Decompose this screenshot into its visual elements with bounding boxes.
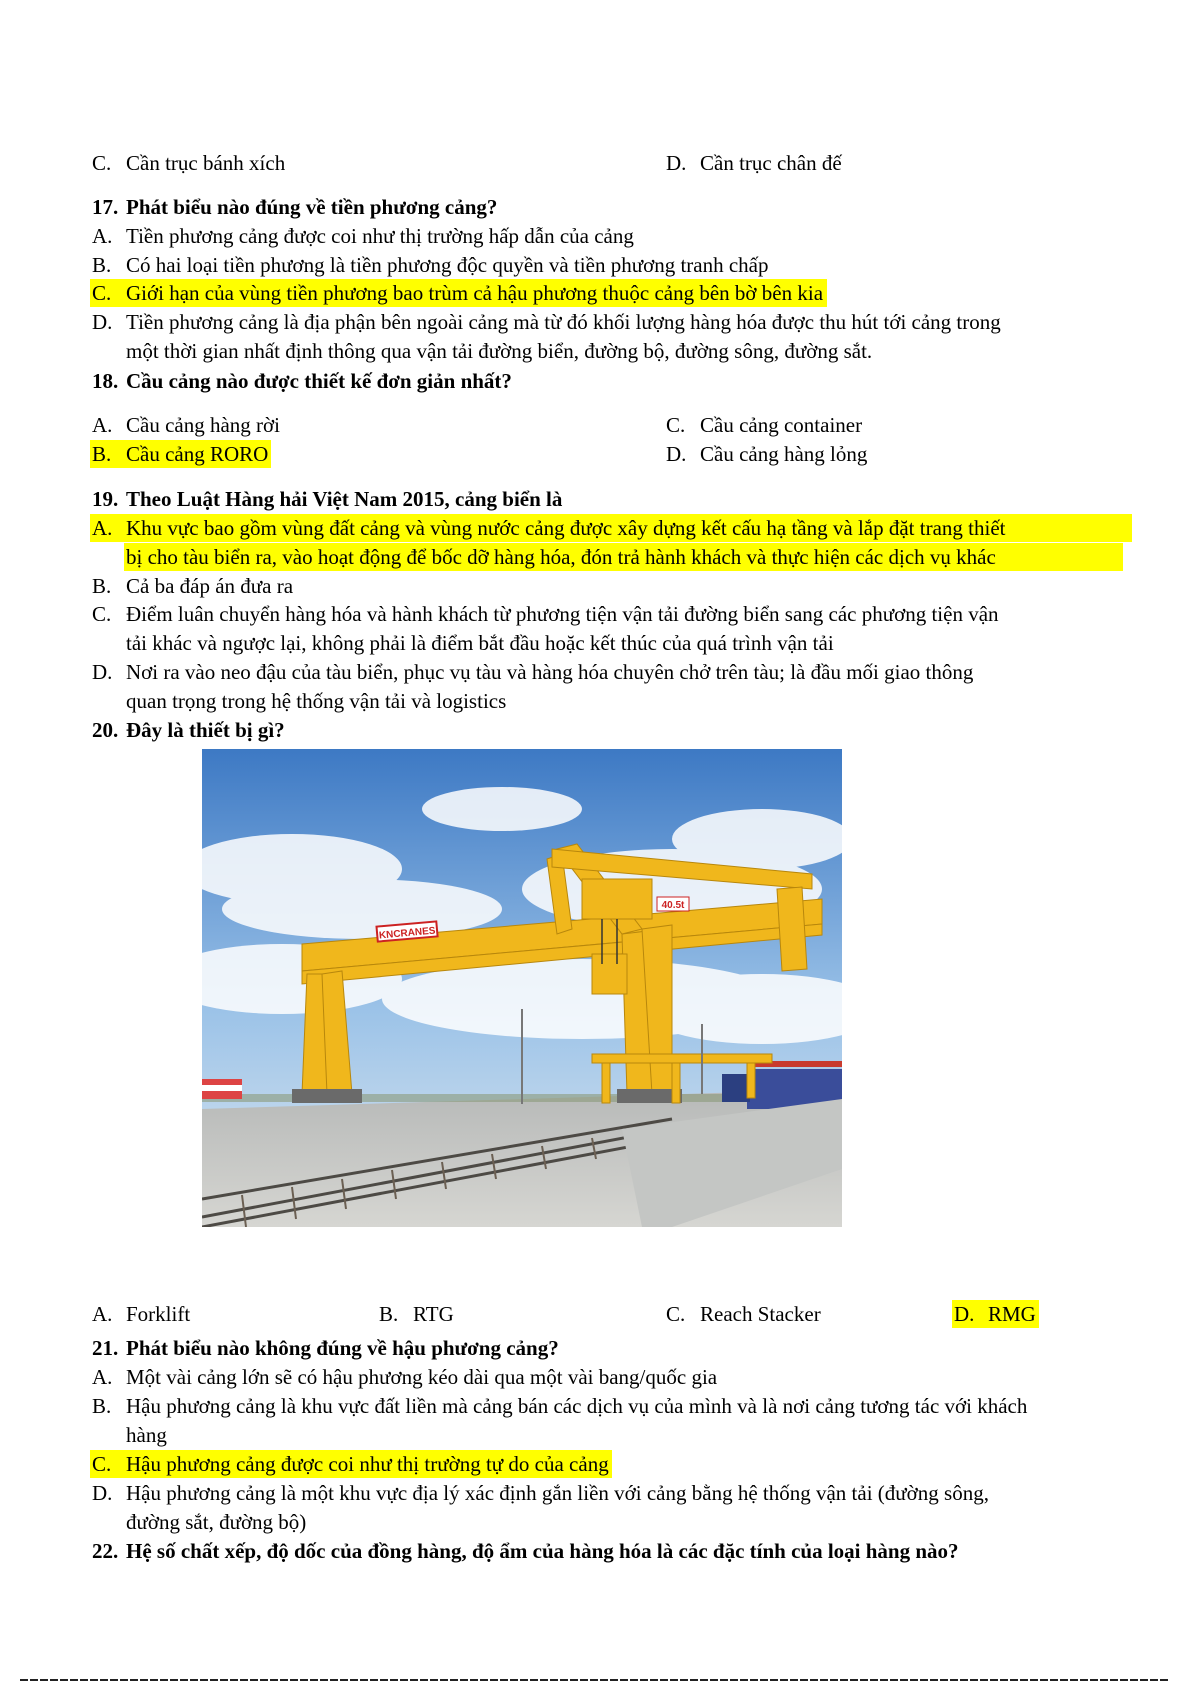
option-text: Khu vực bao gồm vùng đất cảng và vùng nước cảng được xây dựng kết cấu hạ tầng và lắp đặt trang thiết	[126, 516, 1006, 540]
option-text: Hậu phương cảng là một khu vực địa lý xác định gắn liền với cảng bằng hệ thống vận tải (đường sông,	[126, 1481, 989, 1505]
question-number: 22.	[92, 1539, 119, 1563]
option-text: Có hai loại tiền phương là tiền phương độc quyền và tiền phương tranh chấp	[126, 253, 769, 277]
option-label: D.	[666, 151, 687, 175]
q21-option-b-cont: hàng	[126, 1423, 167, 1447]
question-19	[92, 485, 562, 513]
option-text: Nơi ra vào neo đậu của tàu biển, phục vụ tàu và hàng hóa chuyên chở trên tàu; là đầu mối giao thông	[126, 660, 974, 684]
option-label: D.	[92, 1481, 113, 1505]
q18-option-a[interactable]	[92, 411, 280, 439]
question-17	[92, 193, 497, 221]
crane-photo	[202, 749, 842, 1227]
option-label: B.	[92, 253, 112, 277]
option-label: A.	[92, 1365, 113, 1389]
q19-option-a-cont: bị cho tàu biển ra, vào hoạt động để bốc dỡ hàng hóa, đón trả hành khách và thực hiện các dịch vụ khác	[126, 545, 996, 569]
q19-option-a-correct[interactable]	[92, 514, 1005, 542]
option-label: C.	[92, 602, 112, 626]
q19-option-c[interactable]	[92, 600, 999, 628]
q19-option-d[interactable]	[92, 658, 973, 686]
question-text: Phát biểu nào đúng về tiền phương cảng?	[126, 195, 498, 219]
q18-option-c[interactable]	[666, 411, 862, 439]
option-text: RMG	[988, 1302, 1036, 1326]
q17-option-c-correct[interactable]	[90, 279, 827, 307]
q17-option-d[interactable]	[92, 308, 1001, 336]
question-21	[92, 1334, 559, 1362]
option-text: Tiền phương cảng được coi như thị trường hấp dẫn của cảng	[126, 224, 634, 248]
option-text: Cầu cảng hàng rời	[126, 413, 280, 437]
q20-option-b[interactable]	[379, 1300, 454, 1328]
option-label: A.	[92, 1302, 113, 1326]
option-label: A.	[92, 413, 113, 437]
question-number: 20.	[92, 718, 119, 742]
option-label: C.	[92, 281, 112, 305]
option-label: B.	[379, 1302, 399, 1326]
q21-option-c-correct[interactable]	[90, 1450, 612, 1478]
q17-option-b[interactable]	[92, 251, 769, 279]
question-text: Theo Luật Hàng hải Việt Nam 2015, cảng biển là	[126, 487, 563, 511]
question-text: Hệ số chất xếp, độ dốc của đồng hàng, độ ẩm của hàng hóa là các đặc tính của loại hàng nào?	[126, 1539, 959, 1563]
q20-option-d-correct[interactable]	[952, 1300, 1039, 1328]
q19-option-b[interactable]	[92, 572, 293, 600]
option-text: Hậu phương cảng là khu vực đất liền mà cảng bán các dịch vụ của mình và là nơi cảng tương tác với khách	[126, 1394, 1028, 1418]
option-text: Cần trục chân đế	[700, 151, 842, 175]
option-label: C.	[666, 1302, 686, 1326]
q20-option-c[interactable]	[666, 1300, 821, 1328]
option-text: Hậu phương cảng được coi như thị trường tự do của cảng	[126, 1452, 609, 1476]
question-number: 19.	[92, 487, 119, 511]
option-label: B.	[92, 442, 112, 466]
option-text: Cầu cảng hàng lỏng	[700, 442, 868, 466]
option-text: Giới hạn của vùng tiền phương bao trùm cả hậu phương thuộc cảng bên bờ bên kia	[126, 281, 824, 305]
q21-option-a[interactable]	[92, 1363, 717, 1391]
q16-option-c[interactable]	[92, 149, 285, 177]
option-text: Cầu cảng RORO	[126, 442, 269, 466]
question-text: Đây là thiết bị gì?	[126, 718, 285, 742]
option-label: A.	[92, 516, 113, 540]
q19-option-d-cont: quan trọng trong hệ thống vận tải và logistics	[126, 689, 507, 713]
question-number: 21.	[92, 1336, 119, 1360]
option-text: Forklift	[126, 1302, 191, 1326]
q21-option-b[interactable]	[92, 1392, 1027, 1420]
option-text: RTG	[413, 1302, 454, 1326]
q19-option-c-cont: tải khác và ngược lại, không phải là điểm bắt đầu hoặc kết thúc của quá trình vận tải	[126, 631, 834, 655]
option-text: Reach Stacker	[700, 1302, 821, 1326]
option-label: A.	[92, 224, 113, 248]
option-text: Điểm luân chuyển hàng hóa và hành khách từ phương tiện vận tải đường biển sang các phương tiện vận	[126, 602, 999, 626]
option-label: D.	[954, 1302, 975, 1326]
q21-option-d[interactable]	[92, 1479, 989, 1507]
option-text: Cả ba đáp án đưa ra	[126, 574, 294, 598]
option-label: D.	[92, 660, 113, 684]
crane-brand-sign: KNCRANES	[378, 925, 436, 942]
crane-capacity-sign: 40.5t	[661, 900, 685, 911]
question-number: 17.	[92, 195, 119, 219]
option-label: C.	[92, 151, 112, 175]
option-text: Tiền phương cảng là địa phận bên ngoài cảng mà từ đó khối lượng hàng hóa được thu hút tới cảng trong	[126, 310, 1001, 334]
option-label: C.	[92, 1452, 112, 1476]
page-bottom-rule	[20, 1679, 1170, 1681]
q17-option-a[interactable]	[92, 222, 634, 250]
option-label: B.	[92, 574, 112, 598]
option-text: Cần trục bánh xích	[126, 151, 286, 175]
question-number: 18.	[92, 369, 119, 393]
q17-option-d-cont: một thời gian nhất định thông qua vận tải đường biển, đường bộ, đường sông, đường sắt.	[126, 339, 873, 363]
question-text: Phát biểu nào không đúng về hậu phương cảng?	[126, 1336, 559, 1360]
option-text: Một vài cảng lớn sẽ có hậu phương kéo dài qua một vài bang/quốc gia	[126, 1365, 718, 1389]
option-text: Cầu cảng container	[700, 413, 863, 437]
option-label: B.	[92, 1394, 112, 1418]
q16-option-d[interactable]	[666, 149, 842, 177]
option-label: C.	[666, 413, 686, 437]
question-20	[92, 716, 285, 744]
q20-option-a[interactable]	[92, 1300, 190, 1328]
q18-option-b-correct[interactable]	[90, 440, 271, 468]
question-text: Cầu cảng nào được thiết kế đơn giản nhất?	[126, 369, 512, 393]
q18-option-d[interactable]	[666, 440, 867, 468]
q21-option-d-cont: đường sắt, đường bộ)	[126, 1510, 307, 1534]
option-label: D.	[666, 442, 687, 466]
question-22	[92, 1537, 959, 1565]
option-label: D.	[92, 310, 113, 334]
question-18	[92, 367, 512, 395]
